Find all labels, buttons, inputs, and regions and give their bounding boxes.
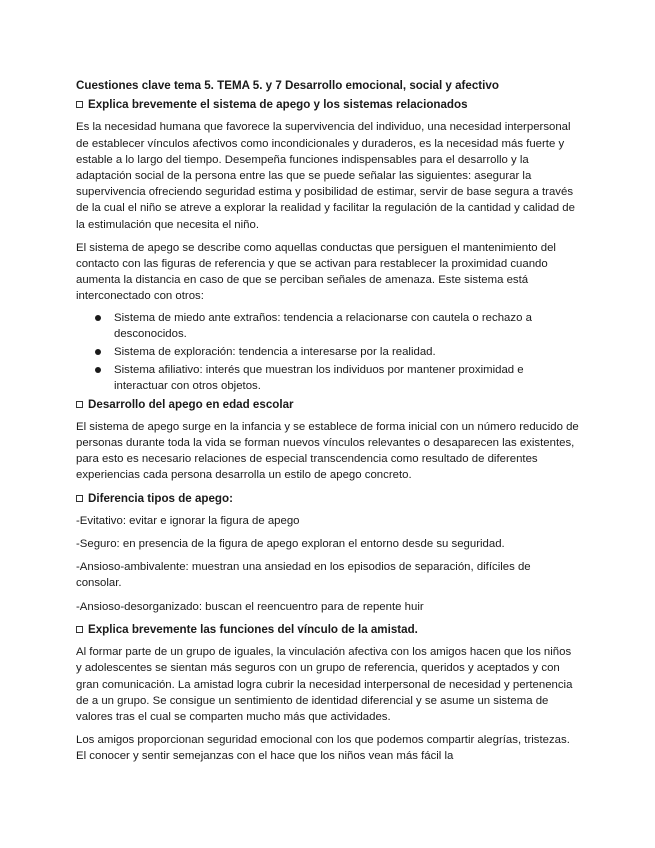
paragraph-school-attachment: El sistema de apego surge en la infancia y se establece de forma inicial con un número reducido de personas durante toda la vida se forman nuevos vínculos relevantes o desaparecen las existentes, para esto es necesario relaciones de especial transcendencia como resultado de diferentes experiencias cada persona desarrolla un estilo de apego concreto. xyxy=(76,420,579,482)
paragraph-attachment-need: Es la necesidad humana que favorece la supervivencia del individuo, una necesidad interpersonal de establecer vínculos afectivos como incondicionales y duraderos, es la necesidad más fuerte y estable a lo largo del tiempo. Desempeña funciones indispensables para el desarrollo y la adaptación social de la persona entre las que se puede señalar las siguientes: asegurar la supervivencia ofreciendo seguridad estima y posibilidad de estimar, servir de base segura a través de la cual el niño se atreve a explorar la realidad y facilitar la regulación de la cantidad y calidad de la estimulación que necesita el niño. xyxy=(76,121,575,231)
section-heading-text: Desarrollo del apego en edad escolar xyxy=(88,397,294,411)
attachment-type-secure: -Seguro: en presencia de la figura de apego exploran el entorno desde su seguridad. xyxy=(76,538,505,551)
checkbox-icon xyxy=(76,495,83,502)
list-item xyxy=(76,344,579,360)
attachment-type-avoidant: -Evitativo: evitar e ignorar la figura de apego xyxy=(76,514,300,527)
paragraph-attachment-description: El sistema de apego se describe como aquellas conductas que persiguen el mantenimiento del contacto con las figuras de referencia y que se activan para restablecer la proximidad cuando aumenta la distancia en caso de que se perciban señales de amenaza. Este sistema está interconectado con otros: xyxy=(76,241,556,303)
list-item xyxy=(76,362,579,394)
section-heading-text: Diferencia tipos de apego: xyxy=(88,491,233,505)
section-heading-text: Explica brevemente las funciones del vínculo de la amistad. xyxy=(88,622,418,636)
list-item-text: Sistema de miedo ante extraños: tendencia a relacionarse con cautela o rechazo a desconocidos. xyxy=(114,311,532,340)
paragraph-friendship-security: Los amigos proporcionan seguridad emocional con los que podemos compartir alegrías, tristezas. El conocer y sentir semejanzas con el hace que los niños vean más fácil la xyxy=(76,734,570,763)
section-heading-attachment-system xyxy=(76,97,579,113)
checkbox-icon xyxy=(76,626,83,633)
bullet-icon xyxy=(95,367,101,373)
attachment-type-disorganized: -Ansioso-desorganizado: buscan el reencuentro para de repente huir xyxy=(76,600,424,613)
paragraph-friendship-functions: Al formar parte de un grupo de iguales, la vinculación afectiva con los amigos hacen que los niños y adolescentes se sientan más seguros con un grupo de referencia, queridos y aceptados y con gran comunicación. La amistad logra cubrir la necesidad interpersonal de necesidad y pertenencia de a un grupo. Se consigue un sentimiento de identidad diferencial y se asume un sistema de valores tras el cual se comparten mucho más que actividades. xyxy=(76,646,573,723)
document-title: Cuestiones clave tema 5. TEMA 5. y 7 Desarrollo emocional, social y afectivo xyxy=(76,79,499,92)
list-item-text: Sistema afiliativo: interés que muestran los individuos por mantener proximidad e interactuar con otros objetos. xyxy=(114,364,524,393)
related-systems-list xyxy=(76,310,579,395)
attachment-type-ambivalent: -Ansioso-ambivalente: muestran una ansiedad en los episodios de separación, difíciles de consolar. xyxy=(76,561,531,590)
checkbox-icon xyxy=(76,101,83,108)
section-heading-attachment-types xyxy=(76,491,579,507)
section-heading-text: Explica brevemente el sistema de apego y los sistemas relacionados xyxy=(88,98,468,112)
list-item-text: Sistema de exploración: tendencia a interesarse por la realidad. xyxy=(114,346,436,359)
list-item xyxy=(76,310,579,342)
bullet-icon xyxy=(95,349,101,355)
section-heading-school-age xyxy=(76,397,579,413)
bullet-icon xyxy=(95,315,101,321)
checkbox-icon xyxy=(76,401,83,408)
section-heading-friendship xyxy=(76,622,579,638)
